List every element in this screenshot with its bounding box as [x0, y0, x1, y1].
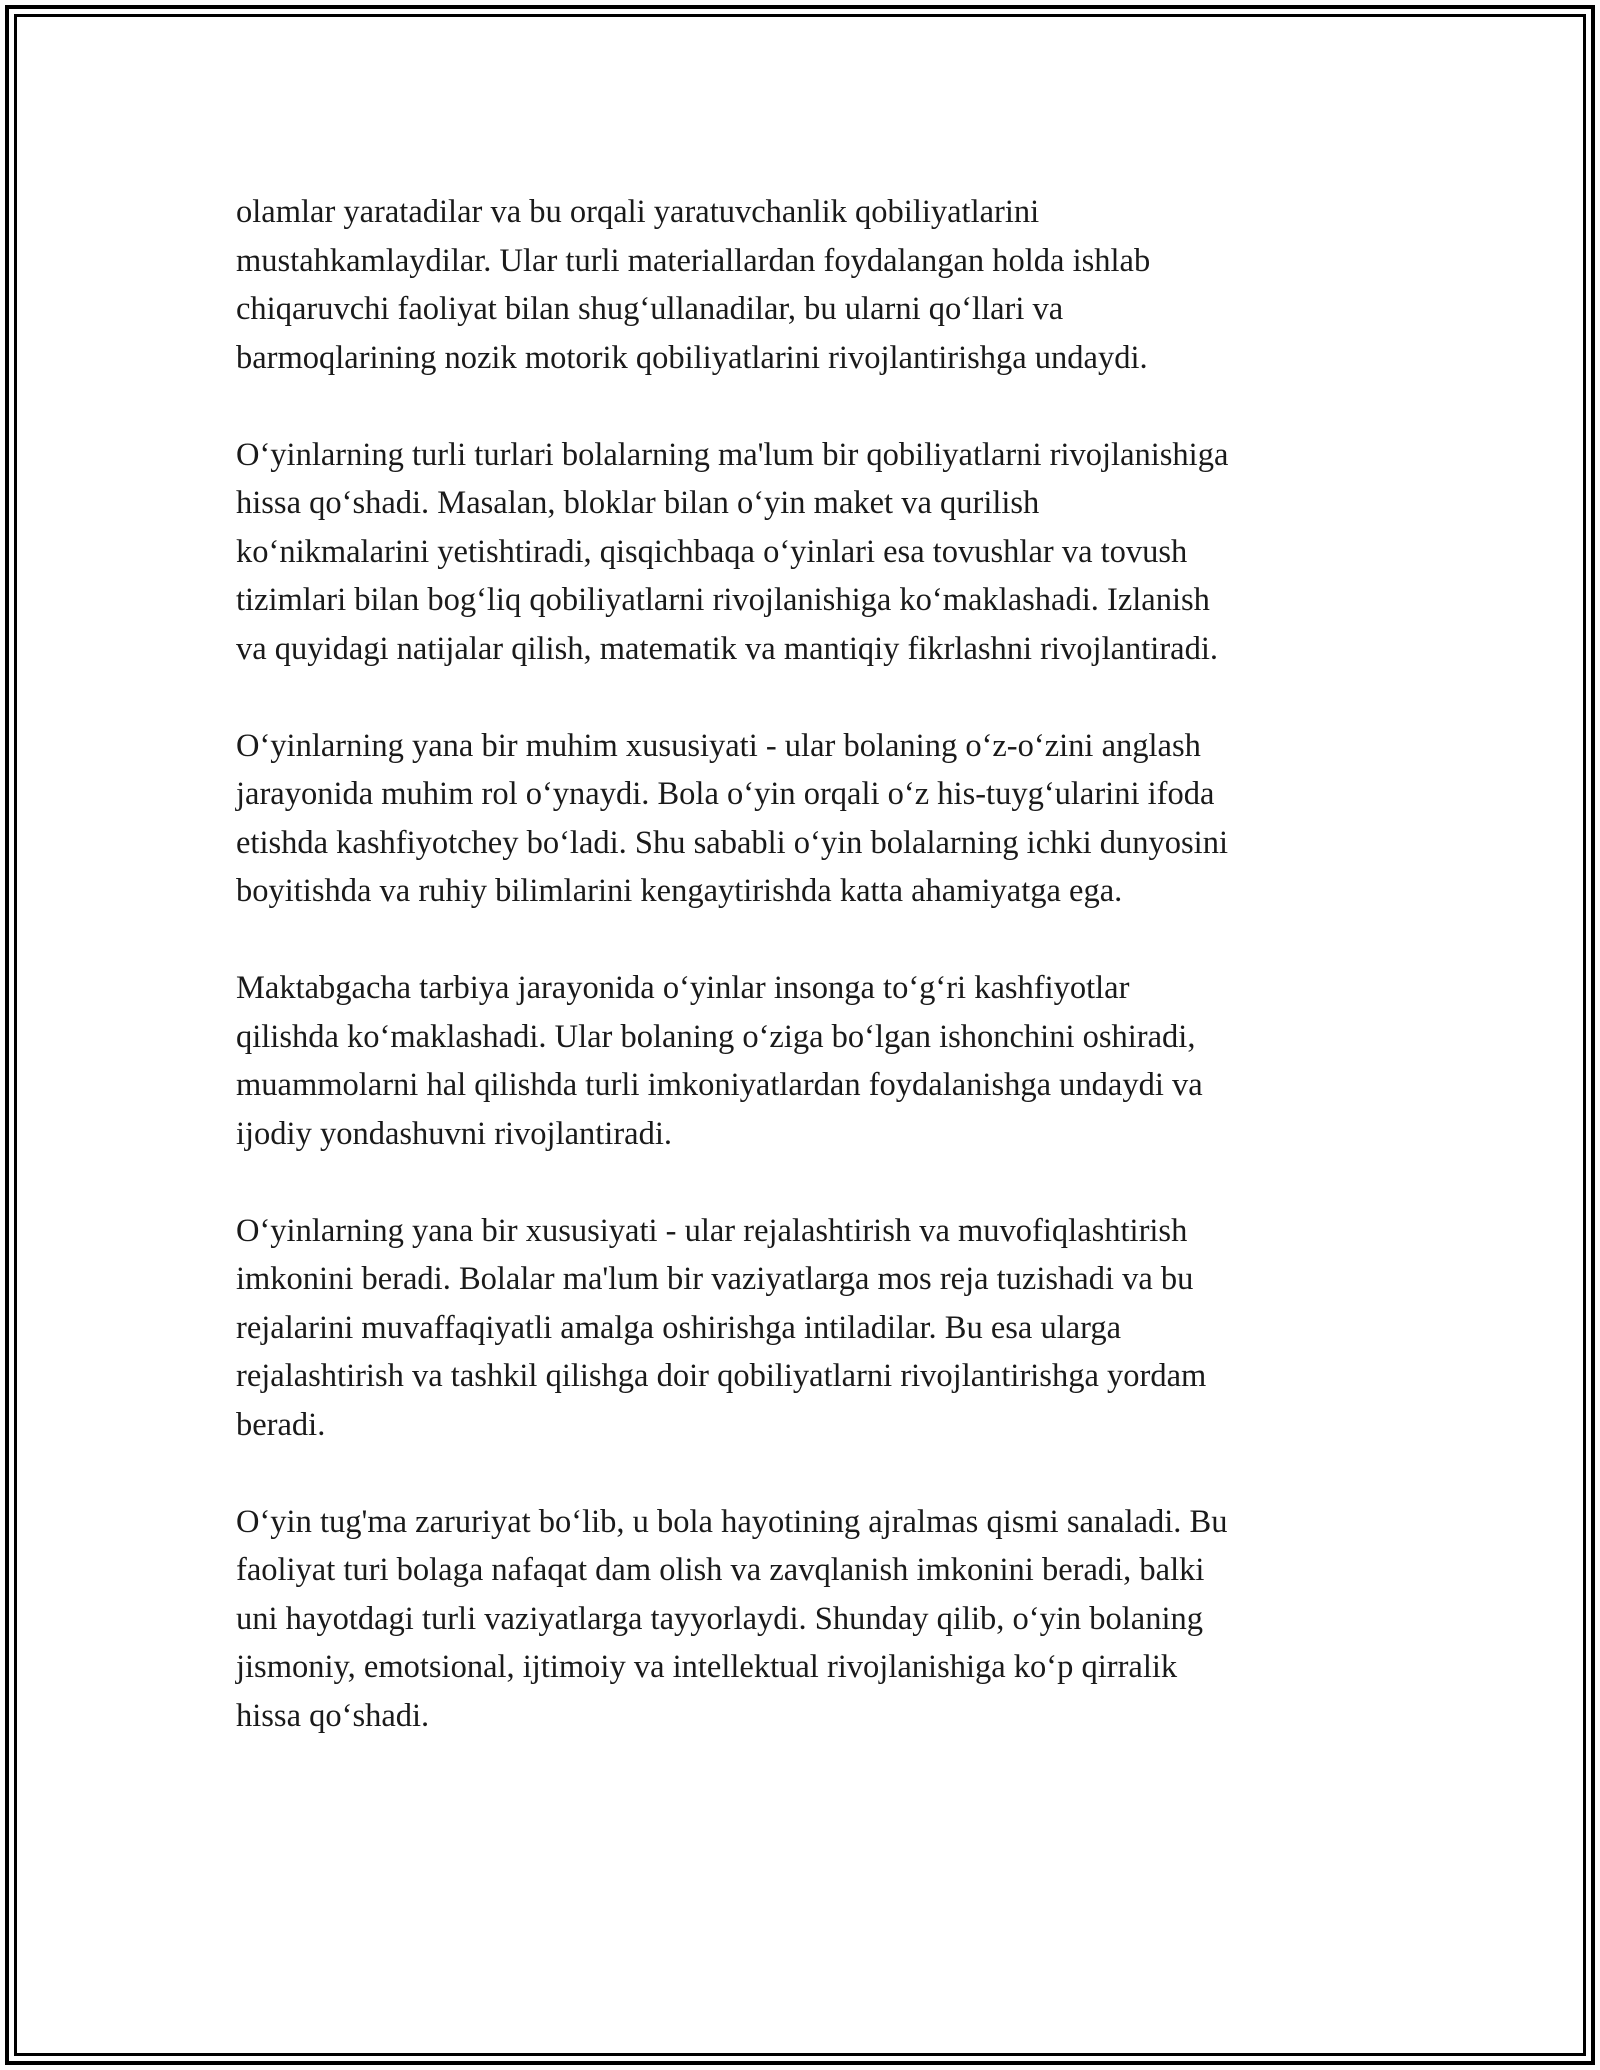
text-line: tizimlari bilan bog‘liq qobiliyatlarni rivojlanishiga ko‘maklashadi. Izlanish [236, 582, 1210, 618]
text-line: rejalashtirish va tashkil qilishga doir qobiliyatlarni rivojlantirishga yordam [236, 1358, 1207, 1394]
text-line: ijodiy yondashuvni rivojlantiradi. [236, 1115, 672, 1152]
text-line: chiqaruvchi faoliyat bilan shug‘ullanadilar, bu ularni qo‘llari va [236, 291, 1064, 327]
text-line: etishda kashfiyotchey bo‘ladi. Shu sababli o‘yin bolalarning ichki dunyosini [236, 824, 1228, 861]
document-body [236, 188, 1366, 1789]
text-line: ko‘nikmalarini yetishtiradi, qisqichbaqa o‘yinlari esa tovushlar va tovush [236, 533, 1188, 570]
paragraph-4 [236, 964, 1366, 1158]
paragraph-6 [236, 1498, 1366, 1741]
text-line: boyitishda va ruhiy bilimlarini kengaytirishda katta ahamiyatga ega. [236, 873, 1123, 909]
text-line: O‘yinlarning turli turlari bolalarning ma'lum bir qobiliyatlarni rivojlanishiga [236, 436, 1229, 473]
text-line: O‘yinlarning yana bir xususiyati - ular rejalashtirish va muvofiqlashtirish [236, 1212, 1188, 1249]
text-line: muammolarni hal qilishda turli imkoniyatlardan foydalanishga undaydi va [236, 1067, 1203, 1103]
text-line: faoliyat turi bolaga nafaqat dam olish va zavqlanish imkonini beradi, balki [236, 1552, 1205, 1588]
text-line: mustahkamlaydilar. Ular turli materiallardan foydalangan holda ishlab [236, 242, 1151, 279]
paragraph-2 [236, 431, 1366, 674]
text-line: imkonini beradi. Bolalar ma'lum bir vaziyatlarga mos reja tuzishadi va bu [236, 1261, 1194, 1297]
paragraph-5 [236, 1207, 1366, 1450]
text-line: qilishda ko‘maklashadi. Ular bolaning o‘ziga bo‘lgan ishonchini oshiradi, [236, 1018, 1196, 1055]
text-line: beradi. [236, 1406, 326, 1443]
paragraph-3 [236, 722, 1366, 916]
text-line: va quyidagi natijalar qilish, matematik va mantiqiy fikrlashni rivojlantiradi. [236, 630, 1218, 667]
text-line: Maktabgacha tarbiya jarayonida o‘yinlar insonga to‘g‘ri kashfiyotlar [236, 970, 1130, 1006]
text-line: uni hayotdagi turli vaziyatlarga tayyorlaydi. Shunday qilib, o‘yin bolaning [236, 1600, 1203, 1637]
text-line: hissa qo‘shadi. Masalan, bloklar bilan o‘yin maket va qurilish [236, 485, 1040, 521]
text-line: rejalarini muvaffaqiyatli amalga oshirishga intiladilar. Bu esa ularga [236, 1309, 1122, 1346]
text-line: jismoniy, emotsional, ijtimoiy va intellektual rivojlanishiga ko‘p qirralik [236, 1649, 1178, 1685]
text-line: jarayonida muhim rol o‘ynaydi. Bola o‘yin orqali o‘z his-tuyg‘ularini ifoda [236, 776, 1215, 812]
text-line: O‘yin tug'ma zaruriyat bo‘lib, u bola hayotining ajralmas qismi sanaladi. Bu [236, 1503, 1228, 1540]
text-line: hissa qo‘shadi. [236, 1697, 430, 1734]
text-line: olamlar yaratadilar va bu orqali yaratuvchanlik qobiliyatlarini [236, 194, 1040, 230]
paragraph-1 [236, 188, 1366, 382]
text-line: O‘yinlarning yana bir muhim xususiyati - ular bolaning o‘z-o‘zini anglash [236, 727, 1201, 764]
text-line: barmoqlarining nozik motorik qobiliyatlarini rivojlantirishga undaydi. [236, 339, 1148, 376]
